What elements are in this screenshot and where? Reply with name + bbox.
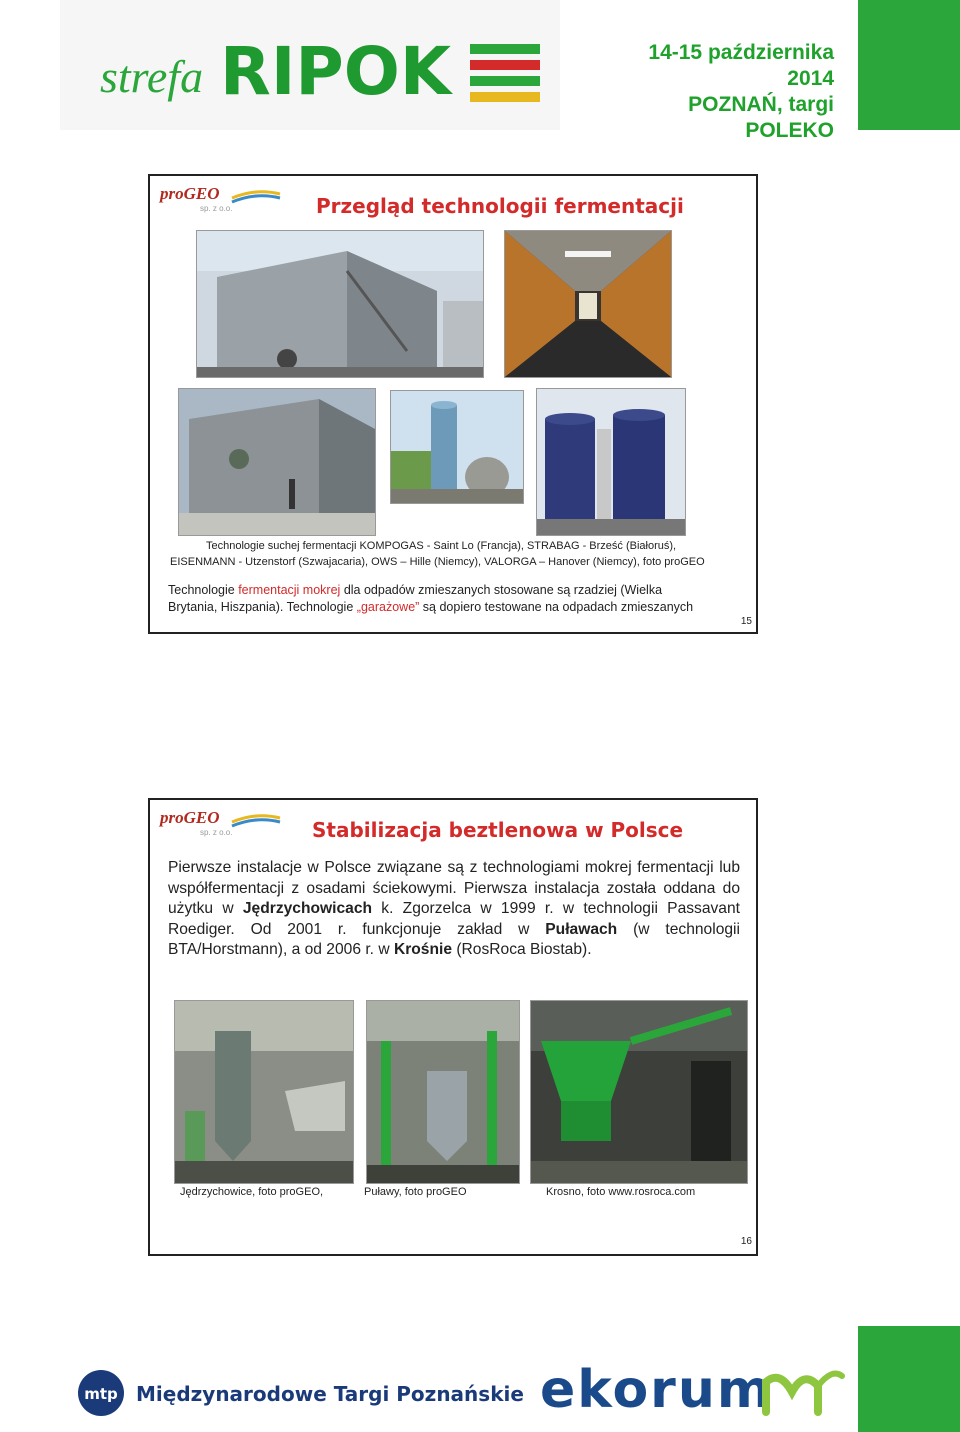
svg-text:mtp: mtp	[84, 1385, 118, 1403]
date-line-1: 14-15 października	[648, 41, 834, 64]
photo-fermentation-corridor	[504, 230, 672, 378]
slide-15	[148, 174, 758, 634]
slide-title: Przegląd technologii fermentacji	[316, 194, 684, 218]
date-line-3: POZNAŃ, targi	[688, 93, 834, 116]
photo-ows-tanks	[390, 390, 524, 504]
photo-jedrzychowice	[174, 1000, 354, 1184]
photo-caption-pulawy: Puławy, foto proGEO	[364, 1186, 467, 1198]
photo-caption-jedrzychowice: Jędrzychowice, foto proGEO,	[180, 1186, 324, 1198]
svg-text:RIPOK: RIPOK	[220, 33, 451, 110]
mtp-logo	[76, 1368, 524, 1424]
ekorum-wordmark: ekorum	[540, 1360, 774, 1420]
photo-krosno	[530, 1000, 748, 1184]
slide-16	[148, 798, 758, 1256]
ekorum-logo	[540, 1360, 850, 1420]
slide15-body-line-2: Brytania, Hiszpania). Technologie „garażowe” są dopiero testowane na odpadach zmieszanych	[168, 600, 694, 614]
slide15-body-line-1: Technologie fermentacji mokrej dla odpadów zmieszanych stosowane są rzadziej (Wielka	[168, 583, 663, 597]
event-date	[614, 40, 834, 144]
photo-valorga-silos	[536, 388, 686, 536]
green-bar-top	[858, 0, 960, 130]
photo-kompogas-building	[196, 230, 484, 378]
page-number: 15	[740, 616, 752, 627]
photo-strabag-building	[178, 388, 376, 536]
page-number: 16	[740, 1236, 752, 1247]
photo-caption-krosno: Krosno, foto www.rosroca.com	[546, 1186, 696, 1198]
svg-text:strefa: strefa	[100, 51, 204, 102]
progeo-logo: proGEO sp. z o.o.	[160, 808, 270, 844]
slide-title: Stabilizacja beztlenowa w Polsce	[312, 818, 684, 842]
photos-caption-line-2: EISENMANN - Utzenstorf (Szwajacaria), OWS – Hille (Niemcy), VALORGA – Hanover (Niemcy), foto proGEO	[170, 556, 705, 568]
photo-pulawy	[366, 1000, 520, 1184]
strefa-ripok-logo	[60, 0, 560, 130]
green-bar-bottom	[858, 1326, 960, 1432]
progeo-logo: proGEO sp. z o.o.	[160, 184, 270, 220]
mtp-name: Międzynarodowe Targi Poznańskie	[136, 1382, 524, 1406]
date-line-2: 2014	[787, 67, 834, 90]
photos-caption-line-1: Technologie suchej fermentacji KOMPOGAS - Saint Lo (Francja), STRABAG - Brześć (Białoruś),	[206, 540, 677, 552]
slide16-paragraph: Pierwsze instalacje w Polsce związane są z technologiami mokrej fermentacji lub współfermentacji z osadami ściekowymi. Pierwsza instalacja została oddana do użytku w Jędrzychowicach k. Zgorzelca w 1999 r. w technologii Passavant Roediger. Od 2001 r. funkcjonuje zakład w Puławach (w technologii BTA/Horstmann), a od 2006 r. w Krośnie (RosRoca Biostab).	[168, 859, 740, 958]
date-line-4: POLEKO	[745, 119, 834, 142]
